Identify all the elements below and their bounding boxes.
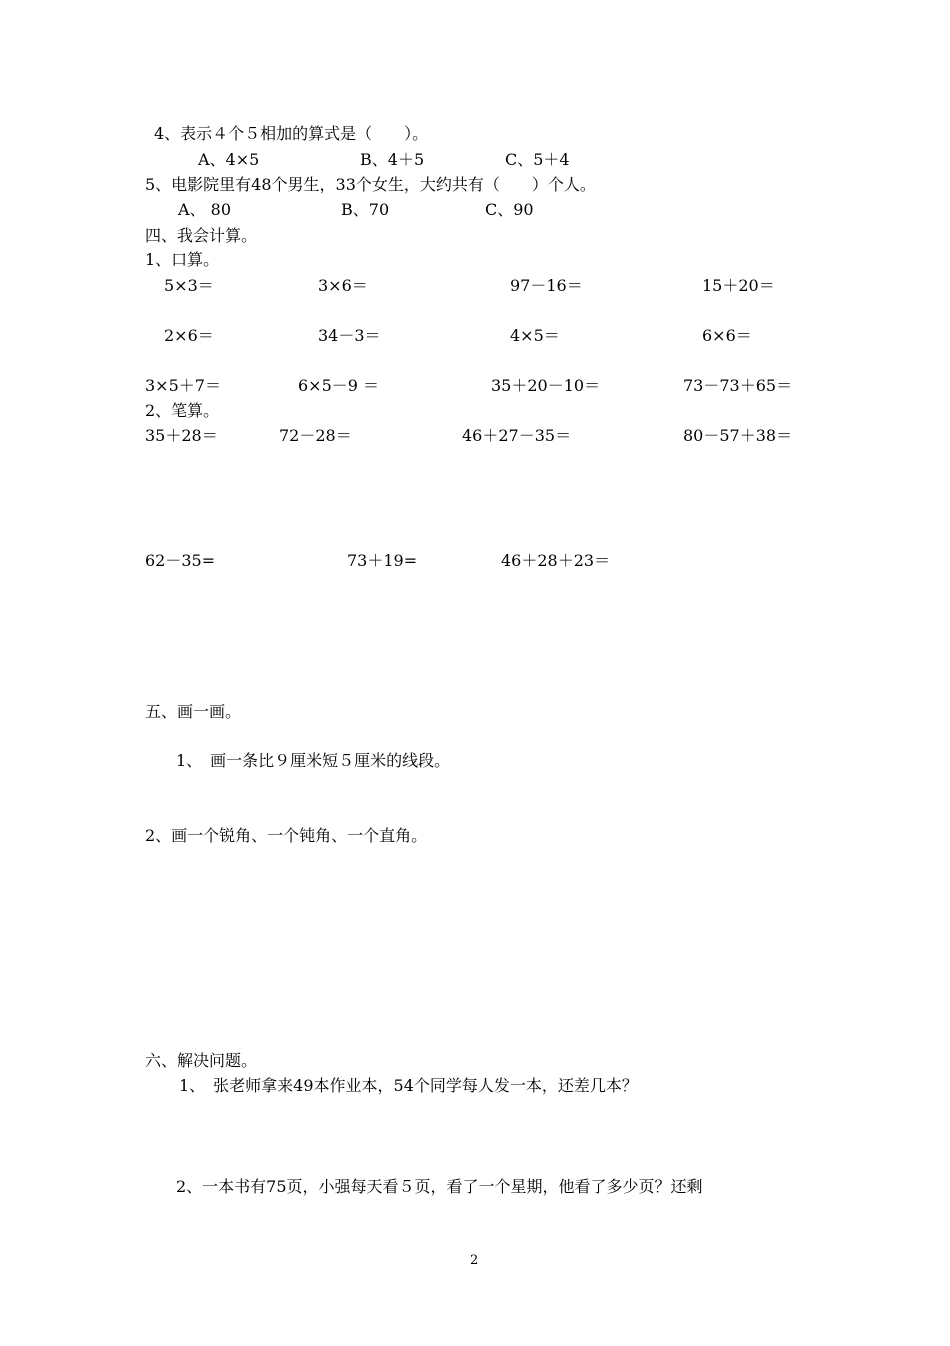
oral-calc-item: 15＋20＝ (702, 276, 775, 295)
oral-calc-title: 1、口算。 (145, 250, 220, 269)
oral-calc-item: 6×6＝ (702, 326, 752, 345)
written-calc-item: 46＋28＋23＝ (501, 551, 611, 570)
draw-item-2: 2、画一个锐角、一个钝角、一个直角。 (145, 826, 428, 845)
oral-calc-item: 35＋20－10＝ (491, 376, 601, 395)
written-calc-item: 35＋28＝ (145, 426, 218, 445)
word-problem-1: 1、 张老师拿来49本作业本，54个同学每人发一本，还差几本？ (179, 1076, 638, 1095)
question-4-option-c: C、5＋4 (505, 150, 570, 169)
page-number: 2 (470, 1253, 479, 1268)
oral-calc-item: 3×5＋7＝ (145, 376, 221, 395)
question-5-option-b: B、70 (341, 200, 390, 219)
question-4-text: 4、表示４个５相加的算式是（ ）。 (154, 124, 429, 143)
question-5-text: 5、电影院里有48个男生，33个女生，大约共有（ ）个人。 (145, 175, 596, 194)
question-5-option-c: C、90 (485, 200, 534, 219)
written-calc-item: 62－35= (145, 551, 216, 570)
written-calc-item: 73＋19= (347, 551, 418, 570)
oral-calc-item: 6×5－9 ＝ (298, 376, 380, 395)
oral-calc-item: 4×5＝ (510, 326, 560, 345)
word-problem-2: 2、一本书有75页，小强每天看５页，看了一个星期，他看了多少页？还剩 (176, 1177, 703, 1196)
question-4-option-a: A、4×5 (198, 150, 260, 169)
oral-calc-item: 3×6＝ (318, 276, 368, 295)
question-5-option-a: A、 80 (178, 200, 232, 219)
oral-calc-item: 97－16＝ (510, 276, 583, 295)
section-6-title: 六、解决问题。 (145, 1051, 258, 1070)
section-5-title: 五、画一画。 (145, 702, 242, 721)
oral-calc-item: 73－73＋65＝ (683, 376, 793, 395)
written-calc-item: 46＋27－35＝ (462, 426, 572, 445)
written-calc-title: 2、笔算。 (145, 401, 220, 420)
written-calc-item: 72－28＝ (279, 426, 352, 445)
question-4-option-b: B、4＋5 (360, 150, 425, 169)
section-4-title: 四、我会计算。 (145, 226, 258, 245)
written-calc-item: 80－57＋38＝ (683, 426, 793, 445)
oral-calc-item: 34－3＝ (318, 326, 381, 345)
oral-calc-item: 5×3＝ (164, 276, 214, 295)
oral-calc-item: 2×6＝ (164, 326, 214, 345)
draw-item-1: 1、 画一条比９厘米短５厘米的线段。 (176, 751, 451, 770)
